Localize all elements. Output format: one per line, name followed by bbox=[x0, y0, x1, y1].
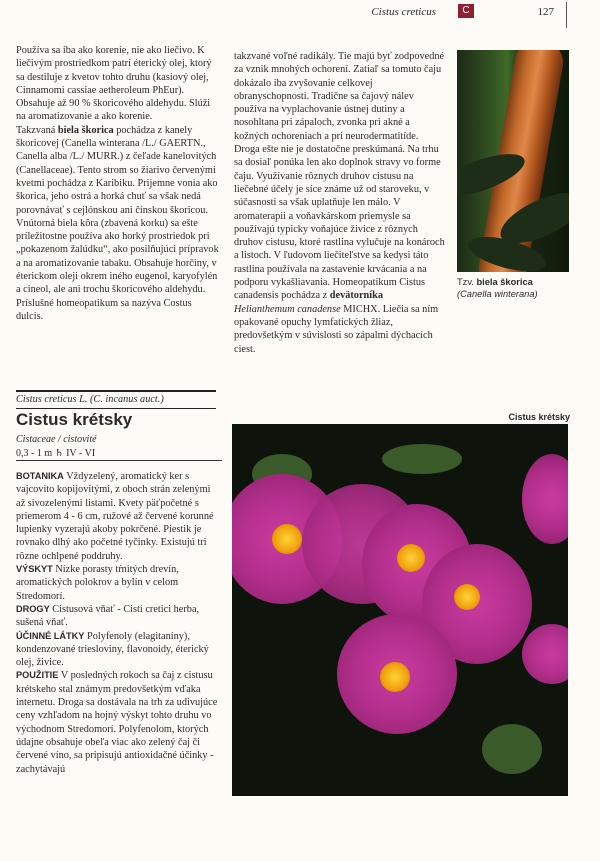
entry-divider-thin bbox=[16, 408, 216, 409]
section-drogy: DROGY Cistusová vňať - Cisti cretici herba, sušená vňať. bbox=[16, 603, 200, 629]
page-number: 127 bbox=[537, 6, 554, 18]
entry-family: Cistaceae / cistovité bbox=[16, 434, 97, 445]
paragraph-cassia: Používa sa iba ako korenie, nie ako liečivo. K liečivým prostriedkom patrí éterický olej, ktorý sa destiluje z kvetov tohto druhu (kasiový olej, Cinnamomi cassiae aetheroleum PhEur). Obsahuje až 90 % škoricového aldehydu. Slúži na aromatizovanie a ako korenie. bbox=[16, 45, 212, 123]
cistus-flower-photo bbox=[232, 424, 568, 796]
section-pouzitie: POUŽITIE V posledných rokoch sa čaj z cistusu krétskeho stal známym predovšetkým vďaka internetu. Droga sa dostávala na trh za udivujúce ceny vzhľadom na hojný výskyt tohto druhu vo východnom Stredomorí. Polyfenolom, ktorých údajne obsahuje obeľa viac ako zelený čaj či červené víno, sa pripisujú antioxidačné účinky - zachytávajú bbox=[16, 670, 218, 775]
canella-bark-photo bbox=[457, 50, 569, 272]
entry-divider bbox=[16, 390, 216, 392]
column-left-top bbox=[16, 44, 220, 323]
species-line: Cistus creticus L. (C. incanus auct.) bbox=[16, 394, 164, 405]
section-botanika: BOTANIKA Vždyzelený, aromatický ker s vajcovito kopijovitými, z oboch strán zelenými až sivozelenými listami. Kvety päťpočetné s priemerom 4 - 6 cm, ružové až červené korunné lupienky vyzerajú akoby pokrčené. Piestik je rovnako dlhý ako početné tyčinky. Existujú tri rôzne ochlpené poddruhy. bbox=[16, 471, 214, 562]
section-ucinne-latky: ÚČINNÉ LÁTKY Polyfenoly (elagitaníny), kondenzované triesloviny, flavonoidy, éterický olej, živice. bbox=[16, 630, 209, 669]
header-divider bbox=[566, 2, 567, 28]
paragraph-continuation: takzvané voľné radikály. Tie majú byť zodpovedné za vznik mnohých ochorení. Zatiaľ sa tomuto čaju dokázalo iba zvyšovanie celkovej obranyschopnosti. Tradične sa čajový nálev používa na vyplachovanie ústnej dutiny a nosohltana pri zápaloch, zvonka pri akné a kožných ochoreniach a pri neurodermatitíde. Droga ešte nie je dostatočne preskúmaná. Na trhu sa dosiaľ ponúka len ako doplnok stravy vo forme čaju. Využívanie rôznych druhov cistusu na liečebné účely je síce známe už od staroveku, v súčasnosti sa však uplatňuje len málo. V aromaterapii a voňavkárskom priemysle sa používajú typicky voňajúce živice z rôznych druhov cistusu, ktoré rastlina vylučuje na konároch a listoch. V ľudovom liečiteľstve sa kedysi táto rastlina používala na zastavenie krvácania a na podporu vykašliavania. Homeopatikum Cistus canadensis pochádza z devätorníka Helianthemum canadense MICHX. Liečia sa ním opakované opuchy lymfatických žliaz, predovšetkým v súvislosti so zápalmi dýchacích ciest. bbox=[234, 51, 445, 355]
column-middle bbox=[234, 50, 446, 356]
flower-photo-label: Cistus krétsky bbox=[508, 412, 570, 422]
paragraph-white-cinnamon: Takzvaná biela škorica pochádza z kanely škoricovej (Canella winterana /L./ GAERTN., Canella alba /L./ MURR.) z čeľade kanelovitých (Canellaceae). Tento strom so žiarivo červenými kvetmi pochádza z Karibiku. Prijemne vonia ako škorica, jeho ostrá a horká chuť sa však nedá porovnávať s cejlónskou ani čínskou škoricou. Vnútorná biela kôra (zbavená korku) sa ešte príležitostne používa ako horký prostriedok pri „pokazenom žalúdku“, ako posilňujúci prípravok a na aromatizovanie tabaku. Obsahuje horčiny, v éterickom oleji okrem iného eugenol, karyofylén a cineol, ale ani trochu škoricového aldehydu. Príslušné homeopatikum sa nazýva Costus dulcis. bbox=[16, 124, 219, 322]
section-vyskyt: VÝSKYT Nízke porasty tŕnitých drevín, aromatických polokrov a bylín v celom Stredomorí. bbox=[16, 564, 179, 602]
letter-badge: C bbox=[458, 4, 474, 18]
photo-caption: Tzv. biela škorica (Canella winterana) bbox=[457, 277, 538, 299]
entry-sections bbox=[16, 470, 222, 776]
entry-meta: 0,3 - 1 m ♄ IV - VI bbox=[16, 448, 222, 461]
running-title: Cistus creticus bbox=[371, 6, 436, 18]
entry-title: Cistus krétsky bbox=[16, 410, 133, 429]
column-right bbox=[457, 50, 581, 300]
